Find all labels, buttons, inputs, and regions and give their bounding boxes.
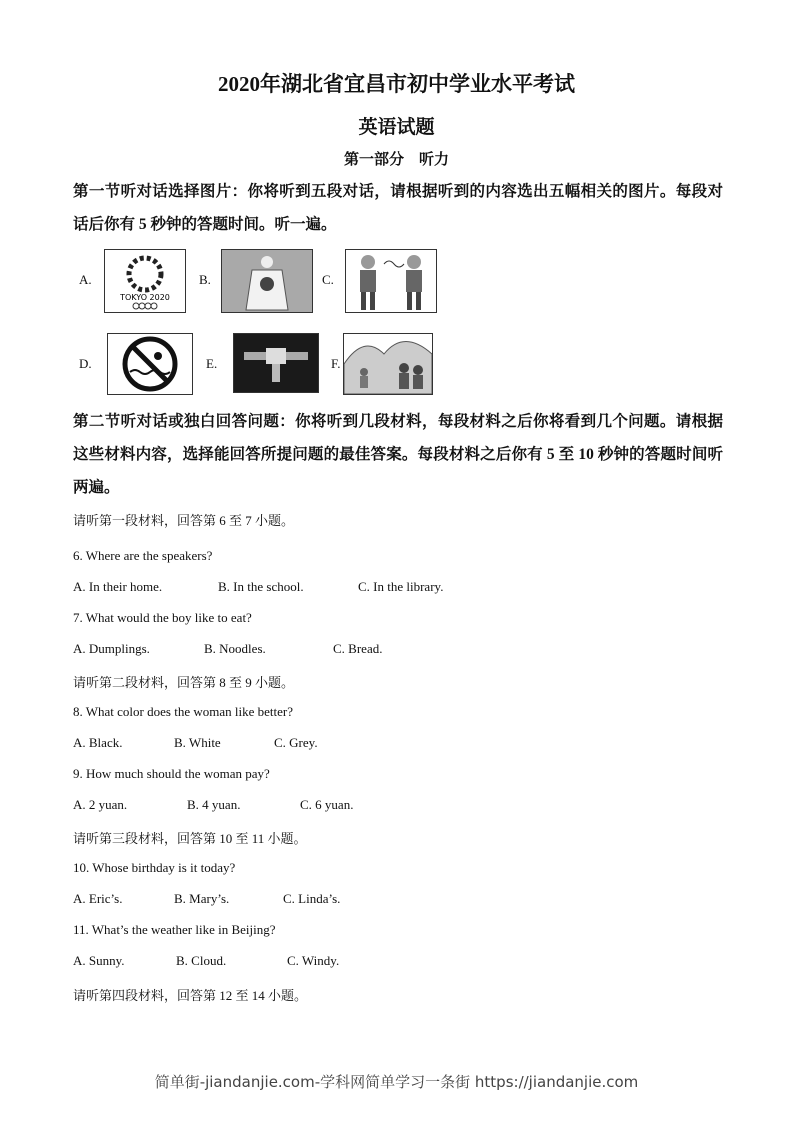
tokyo-caption: TOKYO 2020 [120, 293, 170, 302]
exam-subject: 英语试题 [358, 117, 435, 138]
q10-option-c: C. Linda’s. [283, 891, 341, 906]
tokyo-2020-logo-icon [105, 250, 185, 312]
question-9: 9. How much should the woman pay? [73, 766, 270, 781]
question-11: 11. What’s the weather like in Beijing? [73, 922, 276, 937]
picture-c [345, 249, 437, 313]
picture-d-label: D. [79, 356, 92, 371]
q9-option-a: A. 2 yuan. [73, 797, 128, 812]
q7-option-a: A. Dumplings. [73, 641, 150, 656]
person-figure-icon [222, 250, 312, 312]
picture-c-label: C. [322, 272, 334, 287]
material-1-prompt: 请听第一段材料，回答第 6 至 7 小题。 [73, 513, 295, 528]
picture-e [233, 333, 319, 393]
picture-d [107, 333, 193, 395]
material-3-prompt: 请听第三段材料，回答第 10 至 11 小题。 [73, 831, 307, 846]
q6-option-b: B. In the school. [218, 579, 304, 594]
picture-b-label: B. [199, 272, 211, 287]
no-swimming-sign-icon [108, 334, 192, 394]
picture-f [343, 333, 433, 395]
q8-option-c: C. Grey. [274, 735, 318, 750]
q11-option-c: C. Windy. [287, 953, 340, 968]
q6-option-a: A. In their home. [73, 579, 163, 594]
q7-option-c: C. Bread. [333, 641, 383, 656]
part-heading: 第一部分 听力 [343, 152, 449, 168]
q11-option-b: B. Cloud. [176, 953, 227, 968]
two-people-talking-icon [346, 250, 436, 312]
picture-b [221, 249, 313, 313]
material-4-prompt: 请听第四段材料，回答第 12 至 14 小题。 [73, 988, 308, 1003]
q11-option-a: A. Sunny. [73, 953, 125, 968]
q9-option-b: B. 4 yuan. [187, 797, 241, 812]
picture-a-label: A. [79, 272, 92, 287]
question-8: 8. What color does the woman like better? [73, 704, 293, 719]
question-7: 7. What would the boy like to eat? [73, 610, 252, 625]
picture-f-label: F. [331, 356, 341, 371]
q9-option-c: C. 6 yuan. [300, 797, 354, 812]
section2-instruction: 第二节听对话或独白回答问题：你将听到几段材料，每段材料之后你将看到几个问题。请根据这些材料内容，选择能回答所提问题的最佳答案。每段材料之后你有 5 至 10 秒钟的答题时间听两遍。 [73, 413, 723, 496]
q6-option-c: C. In the library. [358, 579, 444, 594]
page-footer: 简单街-jiandanjie.com-学科网简单学习一条街 https://jiandanjie.com [154, 1073, 639, 1091]
question-10: 10. Whose birthday is it today? [73, 860, 236, 875]
material-2-prompt: 请听第二段材料，回答第 8 至 9 小题。 [73, 675, 295, 690]
q8-option-a: A. Black. [73, 735, 123, 750]
crowd-scene-icon [344, 334, 432, 394]
q10-option-a: A. Eric’s. [73, 891, 123, 906]
q8-option-b: B. White [174, 735, 221, 750]
question-6: 6. Where are the speakers? [73, 548, 213, 563]
picture-a [104, 249, 186, 313]
section1-instruction: 第一节听对话选择图片：你将听到五段对话，请根据听到的内容选出五幅相关的图片。每段对话后你有 5 秒钟的答题时间。听一遍。 [73, 183, 723, 233]
q10-option-b: B. Mary’s. [174, 891, 230, 906]
q7-option-b: B. Noodles. [204, 641, 266, 656]
space-station-icon [234, 334, 318, 392]
exam-title: 2020年湖北省宜昌市初中学业水平考试 [218, 72, 575, 96]
picture-e-label: E. [206, 356, 218, 371]
